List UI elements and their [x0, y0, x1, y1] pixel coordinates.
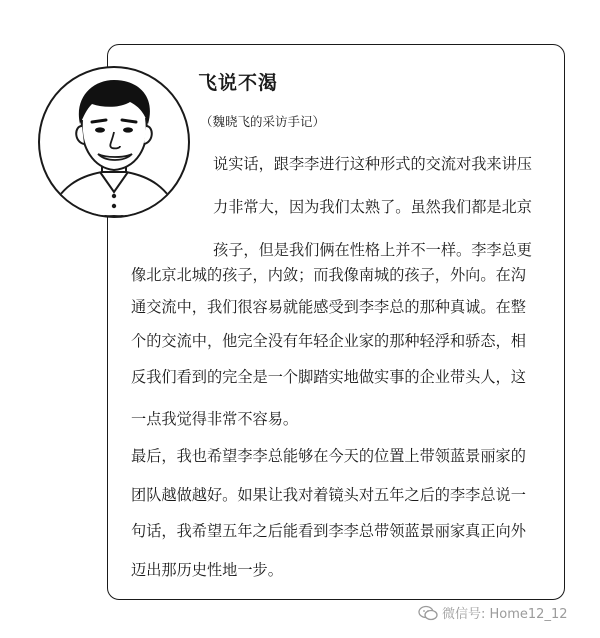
body-line: 说实话，跟李李进行这种形式的交流对我来讲压 [213, 155, 532, 173]
body-line: 句话，我希望五年之后能看到李李总带领蓝景丽家真正向外 [131, 522, 526, 540]
body-line: 团队越做越好。如果让我对着镜头对五年之后的李李总说一 [131, 486, 526, 504]
article-title: 飞说不渴 [198, 72, 279, 94]
body-line: 迈出那历史性地一步。 [131, 561, 283, 579]
body-line: 个的交流中，他完全没有年轻企业家的那种轻浮和骄态，相 [131, 332, 526, 350]
body-line: 孩子，但是我们俩在性格上并不一样。李李总更 [213, 241, 532, 259]
body-line: 反我们看到的完全是一个脚踏实地做实事的企业带头人，这 [131, 368, 526, 386]
article-subtitle: （魏晓飞的采访手记） [200, 114, 326, 129]
body-line: 力非常大，因为我们太熟了。虽然我们都是北京 [213, 198, 532, 216]
watermark-text: 微信号: Home12_12 [442, 607, 568, 622]
wechat-watermark [418, 603, 568, 622]
body-line: 通交流中，我们很容易就能感受到李李总的那种真诚。在整 [131, 298, 526, 316]
wechat-icon [418, 605, 438, 621]
body-line: 像北京北城的孩子，内敛；而我像南城的孩子，外向。在沟 [131, 266, 526, 284]
body-line: 最后，我也希望李李总能够在今天的位置上带领蓝景丽家的 [131, 447, 526, 465]
body-line: 一点我觉得非常不容易。 [131, 410, 299, 428]
